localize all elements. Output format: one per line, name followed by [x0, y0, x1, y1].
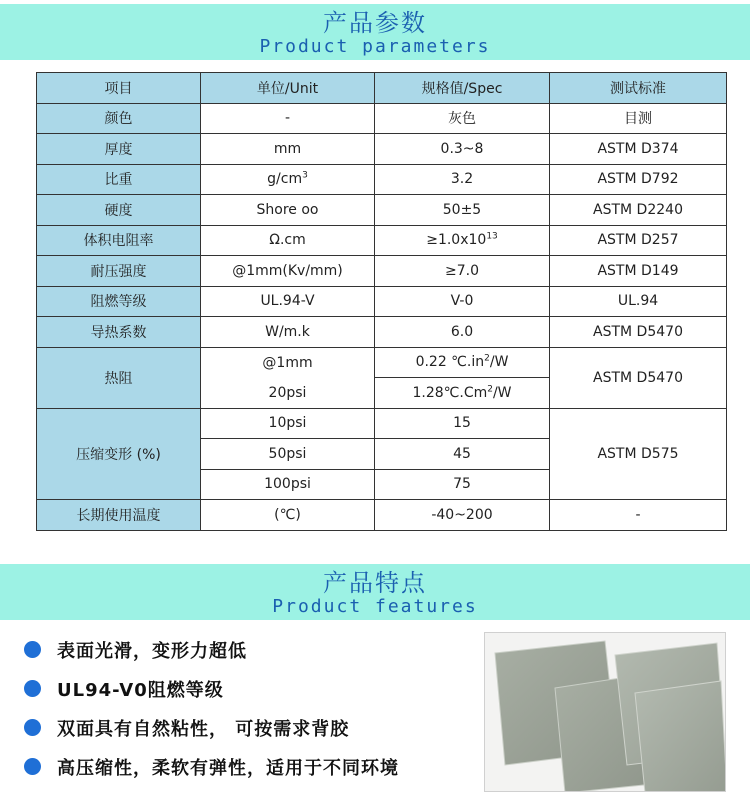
- unit-line: 20psi: [268, 384, 307, 401]
- unit-cell: (℃): [201, 500, 375, 531]
- section-title-en: Product features: [272, 596, 478, 617]
- spec-cell: 45: [375, 439, 550, 470]
- row-label: 比重: [37, 164, 201, 195]
- unit-cell: 100psi: [201, 469, 375, 500]
- header-item: 项目: [37, 73, 201, 104]
- row-label: 硬度: [37, 195, 201, 226]
- row-label: 压缩变形 (%): [37, 408, 201, 500]
- table-row: [37, 134, 727, 165]
- row-label: 长期使用温度: [37, 500, 201, 531]
- standard-cell: ASTM D2240: [550, 195, 727, 226]
- table-row: [37, 500, 727, 531]
- header-spec: 规格值/Spec: [375, 73, 550, 104]
- feature-list: [24, 630, 464, 786]
- unit-cell: Shore oo: [201, 195, 375, 226]
- unit-cell: -: [201, 103, 375, 134]
- row-label: 导热系数: [37, 317, 201, 348]
- standard-cell: UL.94: [550, 286, 727, 317]
- standard-cell: ASTM D5470: [550, 317, 727, 348]
- product-parameters-banner: [0, 4, 750, 60]
- row-label: 颜色: [37, 103, 201, 134]
- spec-cell: 15: [375, 408, 550, 439]
- unit-text: g/cm: [267, 171, 303, 188]
- spec-tail: /W: [492, 384, 512, 401]
- row-label: 热阻: [37, 347, 201, 408]
- bullet-dot-icon: [24, 641, 41, 658]
- spec-table: [36, 72, 727, 531]
- feature-text: 表面光滑，变形力超低: [57, 640, 247, 662]
- unit-cell: mm: [201, 134, 375, 165]
- spec-cell: 0.3~8: [375, 134, 550, 165]
- table-header-row: [37, 73, 727, 104]
- spec-text: 0.22 ℃.in: [415, 354, 485, 371]
- spec-superscript: 2: [484, 353, 490, 364]
- unit-cell: 50psi: [201, 439, 375, 470]
- spec-cell: 3.2: [375, 164, 550, 195]
- spec-cell: 6.0: [375, 317, 550, 348]
- table-row: [37, 195, 727, 226]
- section-title-en: Product parameters: [259, 36, 491, 57]
- standard-cell: ASTM D575: [550, 408, 727, 500]
- row-label: 厚度: [37, 134, 201, 165]
- standard-cell: ASTM D792: [550, 164, 727, 195]
- list-item: [24, 669, 464, 708]
- bullet-dot-icon: [24, 719, 41, 736]
- row-label: 耐压强度: [37, 256, 201, 287]
- thermal-pad-sheets-icon: [485, 633, 726, 792]
- table-row: [37, 347, 727, 378]
- spec-tail: /W: [489, 354, 509, 371]
- unit-superscript: 3: [302, 170, 308, 181]
- section-title-cn: 产品特点: [323, 569, 427, 597]
- spec-cell: [375, 225, 550, 256]
- spec-text: 1.28℃.Cm: [412, 384, 488, 401]
- table-row: [37, 286, 727, 317]
- bullet-dot-icon: [24, 758, 41, 775]
- header-standard: 测试标准: [550, 73, 727, 104]
- bullet-dot-icon: [24, 680, 41, 697]
- unit-cell: Ω.cm: [201, 225, 375, 256]
- standard-cell: ASTM D257: [550, 225, 727, 256]
- standard-cell: 目测: [550, 103, 727, 134]
- spec-cell: 75: [375, 469, 550, 500]
- table-row: [37, 408, 727, 439]
- unit-cell: 10psi: [201, 408, 375, 439]
- feature-text: 高压缩性，柔软有弹性，适用于不同环境: [57, 757, 399, 779]
- list-item: [24, 630, 464, 669]
- spec-cell: ≥7.0: [375, 256, 550, 287]
- spec-cell: [375, 347, 550, 378]
- standard-cell: ASTM D149: [550, 256, 727, 287]
- spec-superscript: 13: [486, 231, 498, 242]
- spec-cell: 灰色: [375, 103, 550, 134]
- unit-line: @1mm: [262, 354, 313, 371]
- spec-cell: -40~200: [375, 500, 550, 531]
- table-row: [37, 317, 727, 348]
- feature-text: 双面具有自然粘性， 可按需求背胶: [57, 718, 350, 740]
- table-row: [37, 103, 727, 134]
- unit-cell: UL.94-V: [201, 286, 375, 317]
- spec-cell: [375, 378, 550, 409]
- product-features-banner: [0, 564, 750, 620]
- feature-text: UL94-V0阻燃等级: [57, 679, 224, 701]
- spec-superscript: 2: [487, 384, 493, 395]
- list-item: [24, 747, 464, 786]
- section-title-cn: 产品参数: [323, 9, 427, 37]
- spec-cell: V-0: [375, 286, 550, 317]
- table-row: [37, 225, 727, 256]
- row-label: 体积电阻率: [37, 225, 201, 256]
- unit-cell: [201, 347, 375, 408]
- unit-cell: @1mm(Kv/mm): [201, 256, 375, 287]
- unit-cell: [201, 164, 375, 195]
- spec-cell: 50±5: [375, 195, 550, 226]
- product-photo: [484, 632, 726, 792]
- spec-text: ≥1.0x10: [426, 232, 487, 249]
- header-unit: 单位/Unit: [201, 73, 375, 104]
- row-label: 阻燃等级: [37, 286, 201, 317]
- table-row: [37, 164, 727, 195]
- standard-cell: ASTM D5470: [550, 347, 727, 408]
- table-row: [37, 256, 727, 287]
- unit-cell: W/m.k: [201, 317, 375, 348]
- list-item: [24, 708, 464, 747]
- standard-cell: -: [550, 500, 727, 531]
- standard-cell: ASTM D374: [550, 134, 727, 165]
